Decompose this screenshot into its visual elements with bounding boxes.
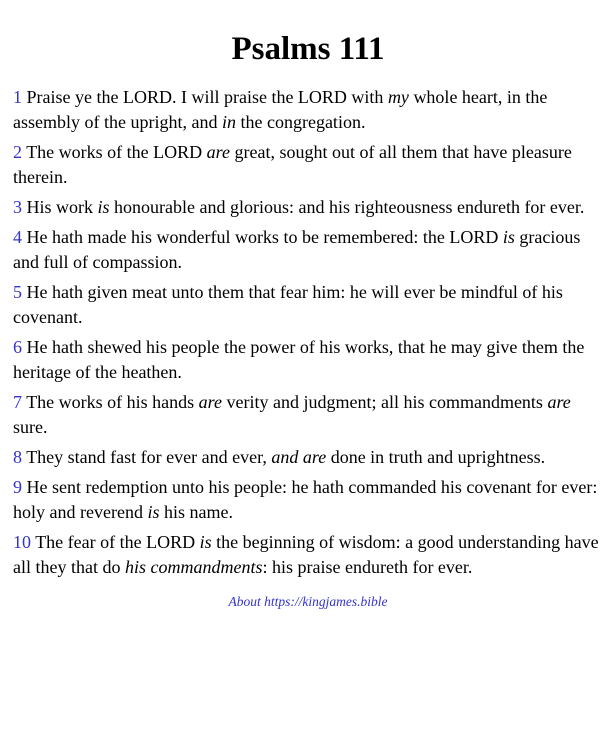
verse-text: gracious and full of compassion.	[13, 227, 581, 272]
verse-text: the beginning of wisdom: a good understanding have all they that do	[13, 532, 599, 577]
verse-text: He hath made his wonderful works to be remembered: the LORD	[26, 227, 503, 247]
verse-text: They stand fast for ever and ever,	[26, 447, 272, 467]
emphasized-word: is	[502, 227, 515, 247]
verse-text: honourable and glorious: and his righteousness endureth for ever.	[109, 197, 585, 217]
verse-text: Praise ye the LORD. I will praise the LORD with	[26, 87, 388, 107]
verse-text: done in truth and uprightness.	[326, 447, 546, 467]
emphasized-word: is	[147, 502, 160, 522]
verse-list	[13, 85, 603, 580]
verse-text: : his praise endureth for ever.	[262, 557, 473, 577]
verse-text: He hath given meat unto them that fear him: he will ever be mindful of his covenant.	[13, 282, 563, 327]
verse-number-3[interactable]: 3	[13, 197, 22, 217]
about-link[interactable]: About https://kingjames.bible	[228, 594, 388, 609]
verse-number-6[interactable]: 6	[13, 337, 22, 357]
verse-1	[13, 85, 603, 135]
verse-5	[13, 280, 603, 330]
verse-text: He sent redemption unto his people: he hath commanded his covenant for ever: holy and reverend	[13, 477, 598, 522]
emphasized-word: his commandments	[124, 557, 263, 577]
emphasized-word: is	[199, 532, 212, 552]
verse-text: sure.	[13, 417, 48, 437]
bible-chapter-page	[0, 31, 616, 733]
emphasized-word: are	[547, 392, 571, 412]
verse-6	[13, 335, 603, 385]
verse-text: The fear of the LORD	[35, 532, 200, 552]
verse-number-5[interactable]: 5	[13, 282, 22, 302]
verse-text: verity and judgment; all his commandments	[222, 392, 548, 412]
verse-9	[13, 475, 603, 525]
verse-text: He hath shewed his people the power of his works, that he may give them the heritage of the heathen.	[13, 337, 585, 382]
emphasized-word: my	[387, 87, 409, 107]
verse-4	[13, 225, 603, 275]
verse-number-1[interactable]: 1	[13, 87, 22, 107]
emphasized-word: are	[198, 392, 222, 412]
verse-2	[13, 140, 603, 190]
verse-number-10[interactable]: 10	[13, 532, 31, 552]
page-title: Psalms 111	[231, 31, 385, 67]
emphasized-word: and are	[271, 447, 327, 467]
footer	[13, 593, 603, 621]
emphasized-word: in	[221, 112, 236, 132]
verse-number-2[interactable]: 2	[13, 142, 22, 162]
verse-number-8[interactable]: 8	[13, 447, 22, 467]
emphasized-word: are	[206, 142, 230, 162]
verse-number-7[interactable]: 7	[13, 392, 22, 412]
verse-text: his name.	[159, 502, 233, 522]
verse-3	[13, 195, 603, 220]
verse-text: His work	[26, 197, 98, 217]
verse-text: whole heart, in the assembly of the upright, and	[13, 87, 548, 132]
verse-text: the congregation.	[235, 112, 366, 132]
verse-number-4[interactable]: 4	[13, 227, 22, 247]
verse-text: great, sought out of all them that have pleasure therein.	[13, 142, 572, 187]
verse-text: The works of his hands	[26, 392, 199, 412]
emphasized-word: is	[97, 197, 110, 217]
verse-10	[13, 530, 603, 580]
verse-number-9[interactable]: 9	[13, 477, 22, 497]
verse-text: The works of the LORD	[26, 142, 207, 162]
verse-8	[13, 445, 603, 470]
verse-7	[13, 390, 603, 440]
